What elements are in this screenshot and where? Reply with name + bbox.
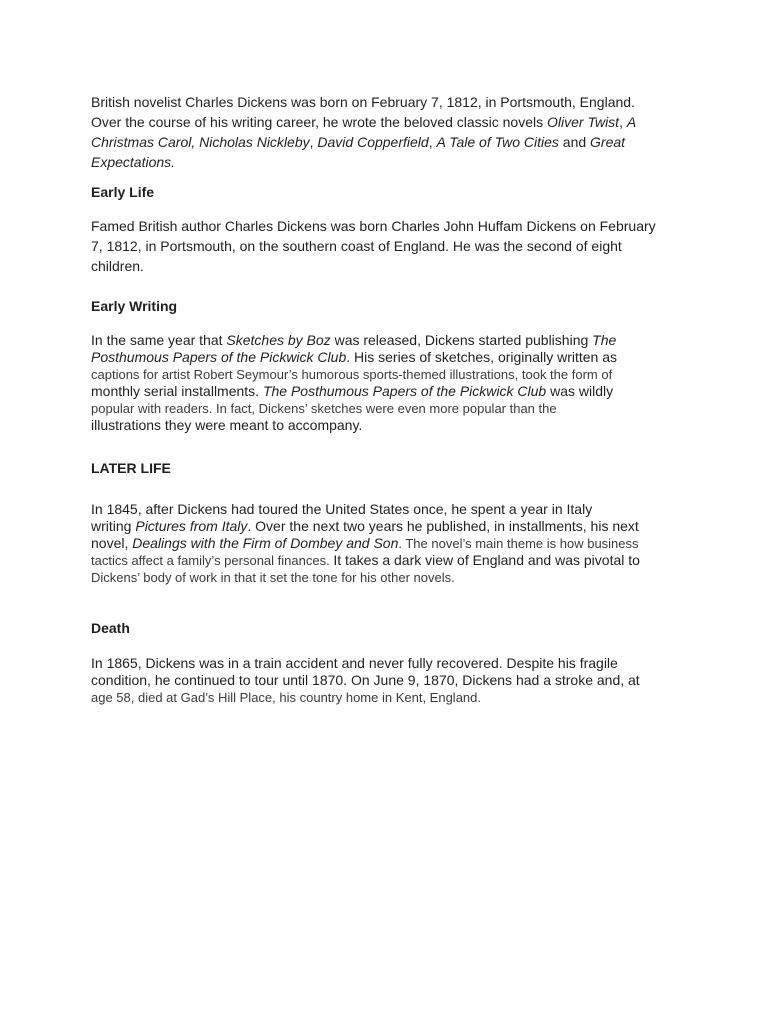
title-oliver-twist: Oliver Twist: [547, 114, 620, 130]
early-writing-line-6: illustrations they were meant to accompany.: [91, 417, 363, 433]
early-life-line-2: 7, 1812, in Portsmouth, on the southern coast of England. He was the second of eight: [91, 238, 622, 254]
early-writing-line-3: captions for artist Robert Seymour’s humorous sports-themed illustrations, took the form of: [91, 367, 613, 382]
later-life-line-4: tactics affect a family’s personal finances. It takes a dark view of England and was pivotal to: [91, 552, 640, 568]
title-christmas-carol-nickleby: Christmas Carol, Nicholas Nickleby: [91, 134, 310, 150]
death-line-1: In 1865, Dickens was in a train accident and never fully recovered. Despite his fragile: [91, 655, 618, 671]
heading-early-writing: Early Writing: [91, 298, 178, 314]
title-pickwick-club-2: The Posthumous Papers of the Pickwick Club: [262, 383, 547, 399]
intro-line-3: Christmas Carol, Nicholas Nickleby, David Copperfield, A Tale of Two Cities and Great: [91, 134, 626, 150]
title-sketches-by-boz: Sketches by Boz: [226, 332, 331, 348]
heading-later-life: LATER LIFE: [91, 460, 171, 476]
early-writing-line-2: Posthumous Papers of the Pickwick Club. His series of sketches, originally written as: [91, 349, 617, 365]
later-life-line-2: writing Pictures from Italy. Over the next two years he published, in installments, his next: [91, 518, 639, 534]
intro-line-1: British novelist Charles Dickens was born on February 7, 1812, in Portsmouth, England.: [91, 94, 635, 110]
death-line-2: condition, he continued to tour until 1870. On June 9, 1870, Dickens had a stroke and, at: [91, 672, 640, 688]
later-life-line-5: Dickens’ body of work in that it set the tone for his other novels.: [91, 570, 455, 585]
title-dombey-and-son: Dealings with the Firm of Dombey and Son: [132, 535, 399, 551]
death-paragraph: [91, 655, 691, 706]
intro-line-4: [91, 154, 175, 170]
title-pictures-from-italy: Pictures from Italy: [135, 518, 248, 534]
intro-paragraph: [91, 92, 691, 172]
title-david-copperfield: David Copperfield: [317, 134, 429, 150]
title-a: A: [626, 114, 637, 130]
death-line-3: age 58, died at Gad’s Hill Place, his country home in Kent, England.: [91, 690, 481, 705]
later-life-line-1: In 1845, after Dickens had toured the United States once, he spent a year in Italy: [91, 501, 593, 517]
heading-early-life: Early Life: [91, 184, 155, 200]
early-life-paragraph: [91, 216, 691, 276]
early-life-line-3: children.: [91, 258, 144, 274]
title-pickwick-club: Posthumous Papers of the Pickwick Club: [91, 349, 347, 365]
title-expectations: Expectations.: [91, 154, 176, 170]
early-writing-paragraph: [91, 332, 691, 434]
title-the: The: [592, 332, 617, 348]
title-great: Great: [590, 134, 626, 150]
later-life-line-3: novel, Dealings with the Firm of Dombey and Son. The novel’s main theme is how business: [91, 535, 639, 551]
early-writing-line-5: popular with readers. In fact, Dickens’ sketches were even more popular than the: [91, 401, 557, 416]
intro-line-2: Over the course of his writing career, he wrote the beloved classic novels Oliver Twist, A: [91, 114, 637, 130]
early-life-line-1: Famed British author Charles Dickens was born Charles John Huffam Dickens on February: [91, 218, 656, 234]
heading-death: Death: [91, 620, 130, 636]
early-writing-line-4: monthly serial installments. The Posthumous Papers of the Pickwick Club was wildly: [91, 383, 614, 399]
later-life-paragraph: [91, 501, 691, 586]
early-writing-line-1: In the same year that Sketches by Boz was released, Dickens started publishing The: [91, 332, 617, 348]
title-tale-of-two-cities: A Tale of Two Cities: [436, 134, 559, 150]
